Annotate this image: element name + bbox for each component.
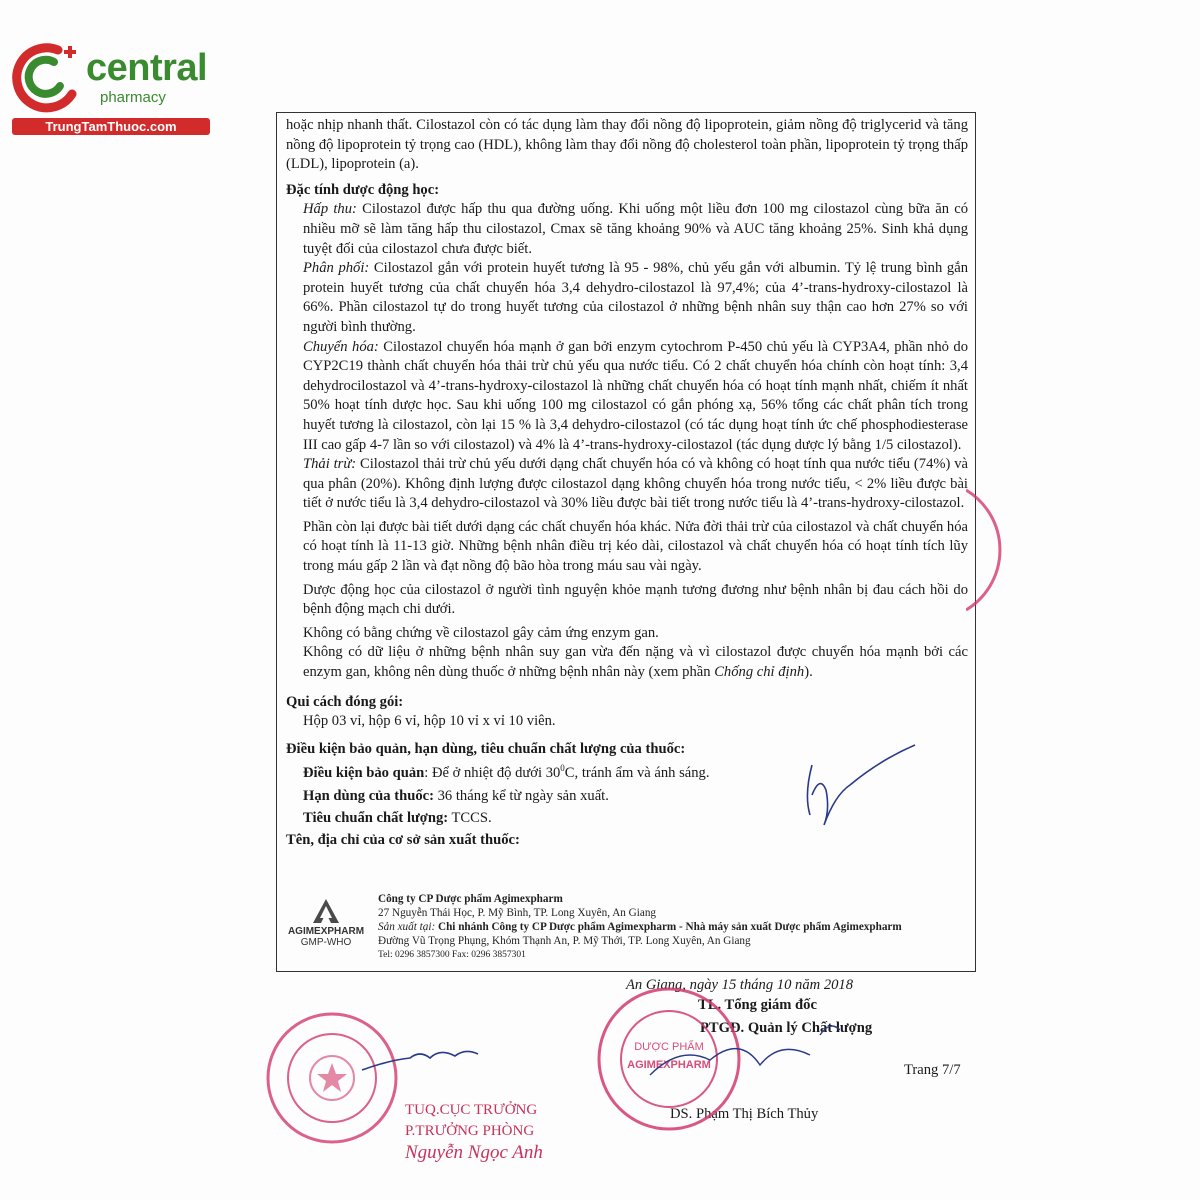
manufacturer-block [286,890,968,962]
ministry-signature-icon [360,1040,480,1080]
heading-manufacturer: Tên, địa chỉ của cơ sở sản xuất thuốc: [286,832,520,849]
paragraph-distribution [286,259,968,337]
signer-name: DS. Phạm Thị Bích Thủy [670,1106,819,1122]
liver-ref: Chống chỉ định [714,664,805,681]
agimexpharm-logo [286,898,366,958]
standard-label: Tiêu chuẩn chất lượng: [303,810,449,827]
manager-signature-icon [790,735,990,855]
standard-text: TCCS. [448,810,492,827]
heading-storage: Điều kiện bảo quản, hạn dùng, tiêu chuẩn chất lượng của thuốc: [286,740,686,757]
manufacturer-info [378,892,902,962]
ministry-title-2: P.TRƯỞNG PHÒNG [405,1123,535,1139]
brand-name: central [86,47,208,89]
liver-text-b: ). [804,664,813,681]
logo-mark-icon [10,38,90,118]
company-phone: Tel: 0296 3857300 Fax: 0296 3857301 [378,950,526,960]
agimexpharm-mark-icon [312,898,340,924]
agimexpharm-gmp: GMP-WHO [300,937,352,948]
ministry-signature-block [405,1100,543,1163]
liver-text-a: Không có dữ liệu ở những bệnh nhân suy gan vừa đến nặng và vì cilostazol được chuyển hóa mạnh bởi các enzym gan, không nên dùng thuốc ở những bệnh nhân này (xem phần [303,644,968,681]
storage-text-b: C, tránh ẩm và ánh sáng. [564,765,710,782]
storage-sup: 0 [560,763,565,774]
agimexpharm-logo-name: AGIMEXPHARM [287,926,365,937]
distribution-label: Phân phối: [303,260,370,277]
paragraph-pk-equivalent: Dược động học của cilostazol ở người tình nguyện khỏe mạnh tương đương như bệnh nhân bị đau cách hồi do bệnh động mạch chi dưới. [303,581,968,618]
storage-text-a: : Để ở nhiệt độ dưới 30 [424,765,561,782]
ministry-title-1: TUQ.CỤC TRƯỞNG [405,1102,538,1118]
director-signature-icon [640,1015,840,1095]
svg-text:DƯỢC PHẨM: DƯỢC PHẨM [634,1041,704,1053]
shelf-text: 36 tháng kể từ ngày sản xuất. [433,787,609,804]
production-site [378,920,902,934]
shelf-label: Hạn dùng của thuốc: [303,787,434,804]
paragraph-elimination [286,455,968,514]
ministry-signer: Nguyễn Ngọc Anh [405,1142,543,1163]
metabolism-label: Chuyển hóa: [303,338,379,355]
paragraph-absorption [286,200,968,259]
metabolism-text: Cilostazol chuyển hóa mạnh ở gan bởi enzym cytochrom P-450 chủ yếu là CYP3A4, phần nhỏ do CYP2C19 thành chất chuyển hóa thải trừ chủ yếu qua nước tiểu. Có 2 chất chuyển hóa chính còn hoạt tính: 3,4 dehydrocilostazol và 4’-trans-hydroxy-cilostazol là những chất chuyển hóa có hoạt tính mạnh nhất, chiếm ít nhất 50% hoạt tính dược học. Sau khi uống 100 mg cilostazol có gắn phóng xạ, 56% tổng các chất phân tích trong huyết tương là cilostazol, còn lại 15 % là 3,4 dehydro-cilostazol (có tác dụng hoạt tính ức chế phosphodiesterase III cao gấp 4-7 lần so với cilostazol) và 4% là 4’-trans-hydroxy-cilostazol (tác dụng dược lý bằng 1/5 cilostazol). [303,338,968,453]
absorption-label: Hấp thu: [303,201,357,218]
svg-text:AGIMEXPHARM: AGIMEXPHARM [627,1059,711,1071]
margin-stamp [966,480,1006,620]
heading-pharmacokinetics: Đặc tính dược động học: [286,181,440,198]
brand-sub: pharmacy [100,89,166,106]
signature-tl: TL. Tổng giám đốc [698,997,817,1013]
distribution-text: Cilostazol gắn với protein huyết tương là 95 - 98%, chủ yếu gắn với albumin. Tỷ lệ trung bình gắn protein huyết tương của chất chuyển hóa 3,4 dehydro-cilostazol là 97,4%; của 4’-trans-hydroxy-cilostazol là 66%. Phần cilostazol tự do trong huyết tương của cilostazol ở những bệnh nhân suy thận cao hơn 27% so với người bình thường. [303,260,968,335]
signature-role: PTGĐ. Quản lý Chất lượng [700,1020,873,1036]
page-number: Trang 7/7 [904,1062,961,1078]
production-label: Sản xuất tại: [378,921,436,933]
paragraph-liver [286,643,968,682]
elimination-text: Cilostazol thải trừ chủ yếu dưới dạng chất chuyển hóa có và không có hoạt tính qua nước tiểu (74%) và qua phân (20%). Không định lượng được cilostazol dạng không chuyển hóa trong nước tiểu, < 2% liều được bài tiết ở nước tiểu là 3,4 dehydro-cilostazol và 30% liều được bài tiết trong nước tiểu là 4’-trans-hydroxy-cilostazol. [303,456,969,512]
company-name: Công ty CP Dược phẩm Agimexpharm [378,893,563,905]
paragraph-no-induction: Không có bằng chứng về cilostazol gây cảm ứng enzym gan. [303,624,659,641]
paragraph-metabolism [286,338,968,456]
production-address: Đường Vũ Trọng Phụng, Khóm Thạnh An, P. Mỹ Thới, TP. Long Xuyên, An Giang [378,935,751,947]
elimination-label: Thải trừ: [303,456,357,473]
paragraph-packaging: Hộp 03 vỉ, hộp 6 vỉ, hộp 10 vỉ x vỉ 10 viên. [303,713,556,730]
paragraph-intro: hoặc nhịp nhanh thất. Cilostazol còn có tác dụng làm thay đổi nồng độ lipoprotein, giảm nồng độ triglycerid và tăng nồng độ lipoprotein tỷ trọng cao (HDL), không làm thay đổi nồng độ cholesterol toàn phần, lipoprotein tỷ trọng thấp (LDL), lipoprotein (a). [286,117,968,173]
paragraph-remaining: Phần còn lại được bài tiết dưới dạng các chất chuyển hóa khác. Nửa đời thải trừ của cilostazol và chất chuyển hóa có hoạt tính là 11-13 giờ. Những bệnh nhân điều trị kéo dài, cilostazol và chất chuyển hóa có hoạt tính tích lũy trong máu gấp 2 lần và đạt nồng độ bão hòa trong máu sau vài ngày. [303,518,968,575]
production-text: Chi nhánh Công ty CP Dược phẩm Agimexpharm - Nhà máy sản xuất Dược phẩm Agimexpharm [435,921,902,933]
storage-label: Điều kiện bảo quản [303,765,425,782]
signature-date: An Giang, ngày 15 tháng 10 năm 2018 [626,977,854,993]
brand-site[interactable]: TrungTamThuoc.com [12,118,210,135]
company-address: 27 Nguyễn Thái Học, P. Mỹ Bình, TP. Long Xuyên, An Giang [378,907,657,919]
absorption-text: Cilostazol được hấp thu qua đường uống. Khi uống một liều đơn 100 mg cilostazol cùng bữa ăn có nhiều mỡ sẽ làm tăng hấp thu cilostazol, Cmax sẽ tăng khoảng 90% và AUC tăng khoảng 25%. Sinh khả dụng tuyệt đối của cilostazol chưa được biết. [303,201,968,257]
heading-packaging: Qui cách đóng gói: [286,693,404,710]
